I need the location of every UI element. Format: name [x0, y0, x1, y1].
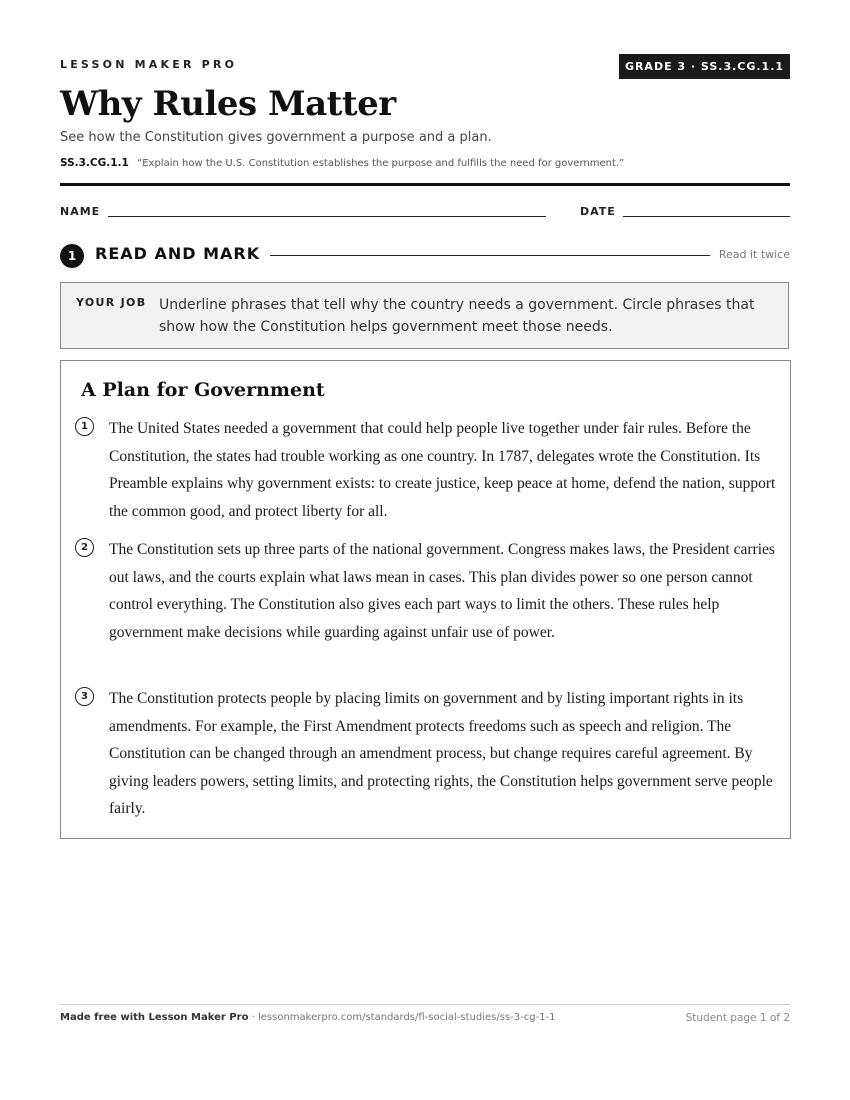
passage-box: [60, 360, 791, 839]
paragraph-number-2: 2: [75, 538, 94, 557]
paragraph-1: [81, 415, 777, 525]
footer-divider: [60, 1004, 790, 1005]
section-rule: [270, 255, 710, 256]
paragraph-text-3: The Constitution protects people by placing limits on government and by listing important rights in its amendments. For example, the First Amendment protects freedoms such as speech and religion. The Constitution can be changed through an amendment process, but change requires careful agreement. By giving leaders powers, setting limits, and protecting rights, the Constitution helps government serve people fairly.: [109, 690, 773, 817]
job-label: YOUR JOB: [76, 296, 147, 309]
name-line[interactable]: [108, 216, 546, 217]
section-title: READ AND MARK: [95, 244, 261, 263]
step-number-badge: 1: [60, 244, 84, 268]
page-subtitle: See how the Constitution gives government a purpose and a plan.: [60, 130, 492, 145]
standard-text: “Explain how the U.S. Constitution establishes the purpose and fulfills the need for government.”: [137, 158, 625, 169]
date-line[interactable]: [623, 216, 790, 217]
standard-line: [60, 157, 624, 169]
paragraph-number-1: 1: [75, 417, 94, 436]
date-label: DATE: [580, 205, 616, 218]
brand-label: LESSON MAKER PRO: [60, 58, 238, 71]
paragraph-2: [81, 536, 777, 646]
footer-credit: [60, 1012, 556, 1023]
footer-separator: ·: [248, 1012, 258, 1023]
page-title: Why Rules Matter: [60, 84, 396, 124]
job-box: [60, 282, 789, 349]
header-divider: [60, 183, 790, 186]
job-instructions: Underline phrases that tell why the country needs a government. Circle phrases that show how the Constitution helps government meet those needs.: [159, 297, 755, 335]
footer-made-with: Made free with Lesson Maker Pro: [60, 1012, 249, 1023]
name-label: NAME: [60, 205, 101, 218]
paragraph-text-1: The United States needed a government that could help people live together under fair rules. Before the Constitution, the states had trouble working as one country. In 1787, delegates wrote the Constitution. Its Preamble explains why government exists: to create justice, keep peace at home, defend the nation, support the common good, and protect liberty for all.: [109, 420, 776, 520]
grade-badge: GRADE 3 · SS.3.CG.1.1: [619, 54, 790, 79]
footer-page-number: Student page 1 of 2: [685, 1012, 790, 1024]
paragraph-text-2: The Constitution sets up three parts of the national government. Congress makes laws, the President carries out laws, and the courts explain what laws mean in cases. This plan divides power so one person cannot control everything. The Constitution also gives each part ways to limit the others. These rules help government make decisions while guarding against unfair use of power.: [109, 541, 775, 641]
passage-title: A Plan for Government: [81, 379, 325, 401]
footer-url[interactable]: lessonmakerpro.com/standards/fl-social-studies/ss-3-cg-1-1: [257, 1012, 556, 1023]
paragraph-3: [81, 685, 777, 823]
paragraph-number-3: 3: [75, 687, 94, 706]
section-note: Read it twice: [718, 248, 790, 261]
standard-code: SS.3.CG.1.1: [60, 157, 129, 169]
